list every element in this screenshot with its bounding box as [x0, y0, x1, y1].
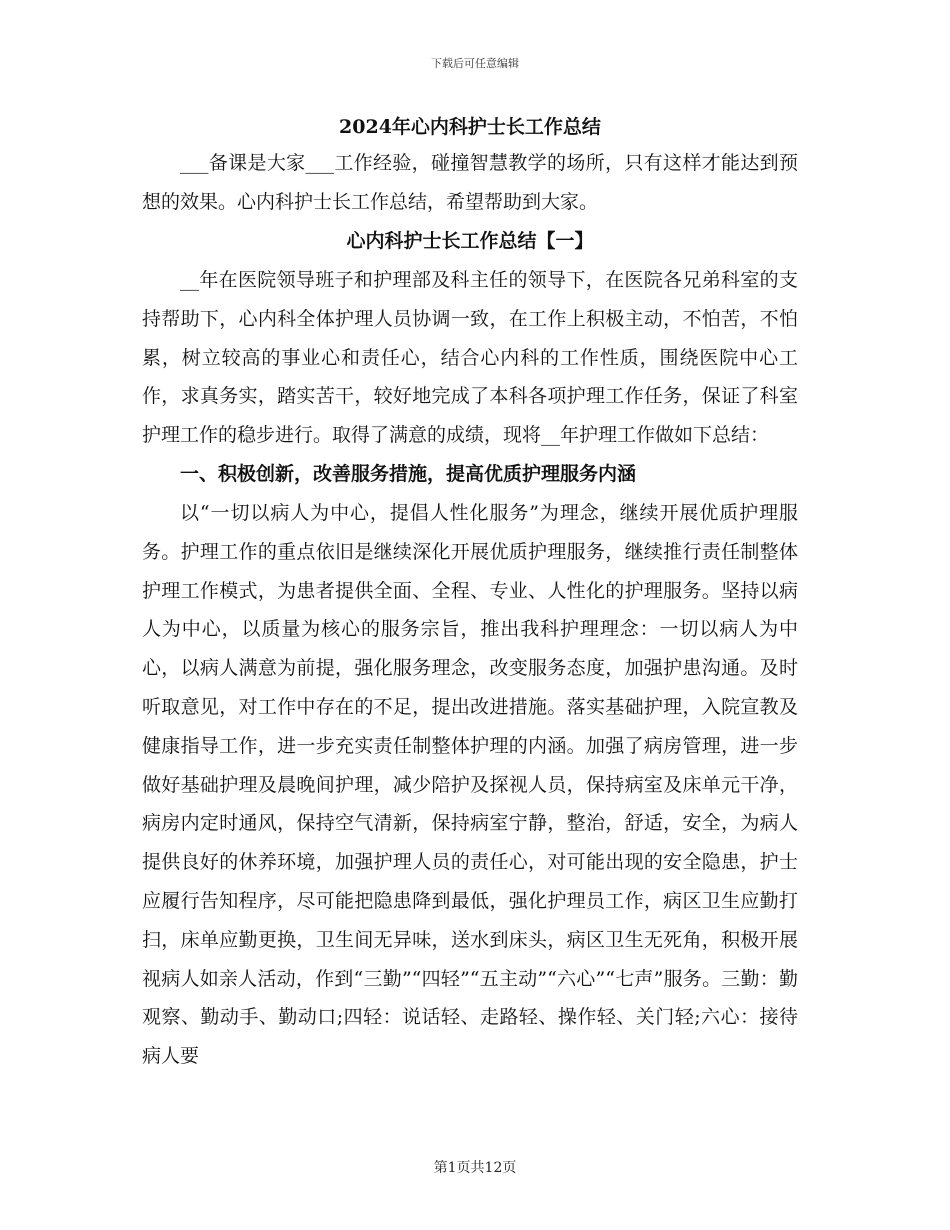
sub-heading-1: 一、积极创新，改善服务措施，提高优质护理服务内涵 — [180, 462, 637, 485]
paragraph-1: __年在医院领导班子和护理部及科主任的领导下，在医院各兄弟科室的支持帮助下，心内科全体护理人员协调一致，在工作上积极主动，不怕苦，不怕累，树立较高的事业心和责任心，结合心内科的工作性质，围绕医院中心工作，求真务实，踏实苦干，较好地完成了本科各项护理工作任务，保证了科室护理工作的稳步进行。取得了满意的成绩，现将__年护理工作做如下总结： — [142, 269, 798, 447]
document-title: 2024年心内科护士长工作总结 — [339, 116, 601, 138]
document-body — [142, 111, 798, 1076]
intro-paragraph: ___备课是大家___工作经验，碰撞智慧教学的场所，只有这样才能达到预想的效果。心内科护士长工作总结，希望帮助到大家。 — [142, 152, 798, 213]
header-note: 下载后可任意编辑 — [431, 57, 519, 70]
paragraph-2: 以“一切以病人为中心，提倡人性化服务”为理念，继续开展优质护理服务。护理工作的重点依旧是继续深化开展优质护理服务，继续推行责任制整体护理工作模式，为患者提供全面、全程、专业、人性化的护理服务。坚持以病人为中心，以质量为核心的服务宗旨，推出我科护理理念：一切以病人为中心，以病人满意为前提，强化服务理念，改变服务态度，加强护患沟通。及时听取意见，对工作中存在的不足，提出改进措施。落实基础护理，入院宣教及健康指导工作，进一步充实责任制整体护理的内涵。加强了病房管理，进一步做好基础护理及晨晚间护理，减少陪护及探视人员，保持病室及床单元干净，病房内定时通风，保持空气清新，保持病室宁静，整治，舒适，安全，为病人提供良好的休养环境，加强护理人员的责任心，对可能出现的安全隐患，护士应履行告知程序，尽可能把隐患降到最低，强化护理员工作，病区卫生应勤打扫，床单应勤更换，卫生间无异味，送水到床头，病区卫生无死角，积极开展视病人如亲人活动，作到“三勤”“四轻”“五主动”“六心”“七声”服务。三勤：勤观察、勤动手、勤动口;四轻：说话轻、走路轻、操作轻、关门轻;六心：接待病人要 — [142, 501, 798, 1068]
section-heading: 心内科护士长工作总结【一】 — [346, 230, 594, 252]
page-footer: 第1页共12页 — [433, 1160, 517, 1176]
